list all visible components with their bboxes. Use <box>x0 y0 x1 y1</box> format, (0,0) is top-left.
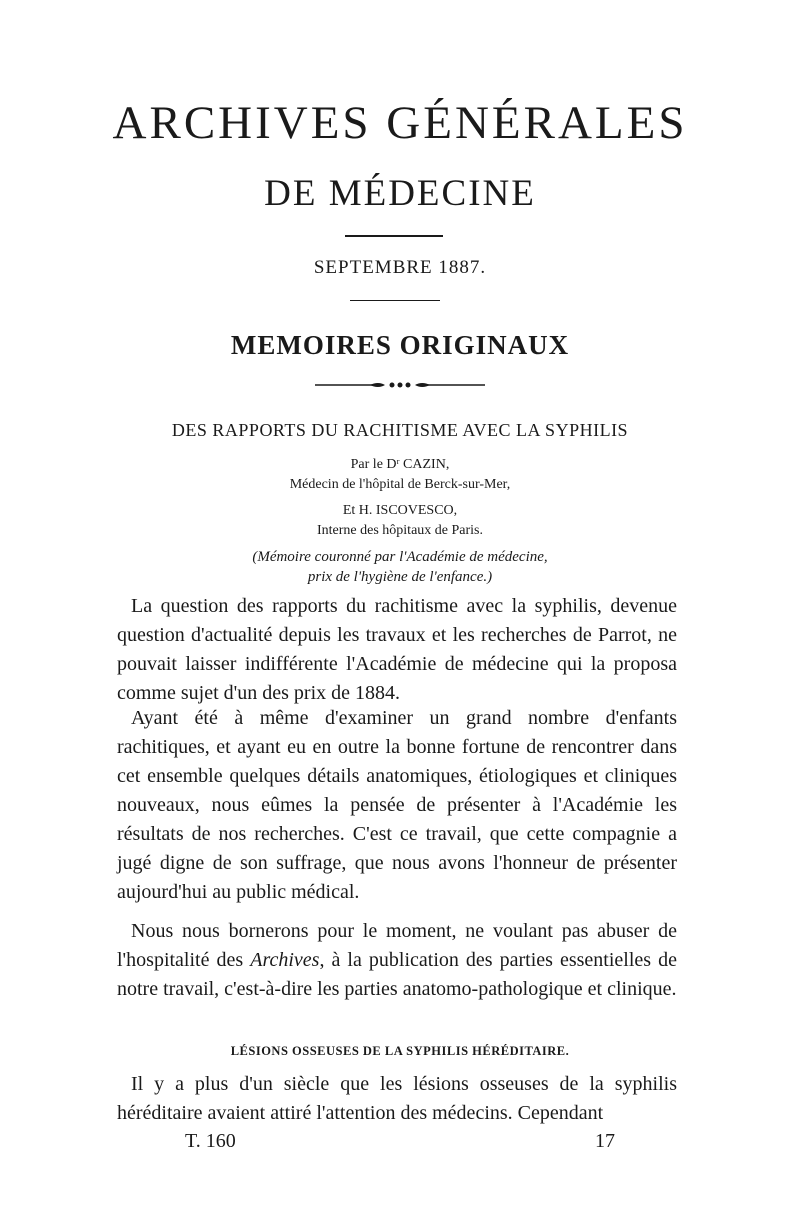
article-title: DES RAPPORTS DU RACHITISME AVEC LA SYPHILIS <box>171 420 629 440</box>
paragraph-3-text-b: , à la publication des parties essentielles de notre travail, c'est-à-dire les parties anatomo-pathologique et clinique. <box>117 949 677 1000</box>
title-rule <box>345 235 443 237</box>
paragraph-3 <box>117 917 677 1004</box>
author-affiliation-1: Médecin de l'hôpital de Berck-sur-Mer, <box>289 477 511 492</box>
page-number: 17 <box>595 1130 615 1152</box>
issue-rule <box>350 300 440 301</box>
ornament-divider <box>315 378 485 392</box>
subheading: LÉSIONS OSSEUSES DE LA SYPHILIS HÉRÉDITAIRE. <box>230 1044 570 1058</box>
paragraph-4: Il y a plus d'un siècle que les lésions osseuses de la syphilis héréditaire avaient attiré l'attention des médecins. Cependant <box>117 1073 677 1124</box>
section-heading: MEMOIRES ORIGINAUX <box>230 330 570 360</box>
journal-title: ARCHIVES GÉNÉRALES <box>112 97 688 149</box>
award-note-line-1: (Mémoire couronné par l'Académie de médecine, <box>252 549 548 565</box>
issue-date: SEPTEMBRE 1887. <box>313 257 487 278</box>
author-affiliation-2: Interne des hôpitaux de Paris. <box>316 523 483 538</box>
journal-subtitle: DE MÉDECINE <box>264 173 536 214</box>
paragraph-1: La question des rapports du rachitisme avec la syphilis, devenue question d'actualité depuis les travaux et les recherches de Parrot, ne pouvait laisser indifférente l'Académie de médecine qui la proposa comme sujet d'un des prix de 1884. <box>117 595 677 704</box>
paragraph-3-text-a: Nous nous bornerons pour le moment, ne voulant pas abuser de l'hospitalité des <box>117 920 677 971</box>
paragraph-2: Ayant été à même d'examiner un grand nombre d'enfants rachitiques, et ayant eu en outre la bonne fortune de rencontrer dans cet ensemble quelques détails anatomiques, étiologiques et cliniques nouveaux, nous eûmes la pensée de présenter à l'Académie les résultats de nos recherches. C'est ce travail, que cette compagnie a jugé digne de son suffrage, que nous avons l'honneur de présenter aujourd'hui au public médical. <box>117 707 677 903</box>
volume-number: T. 160 <box>185 1130 236 1152</box>
journal-name-italic: Archives <box>250 949 320 971</box>
author-line-2: Et H. ISCOVESCO, <box>342 503 458 518</box>
author-line-1: Par le Dʳ CAZIN, <box>350 457 450 472</box>
award-note-line-2: prix de l'hygiène de l'enfance.) <box>307 569 493 585</box>
